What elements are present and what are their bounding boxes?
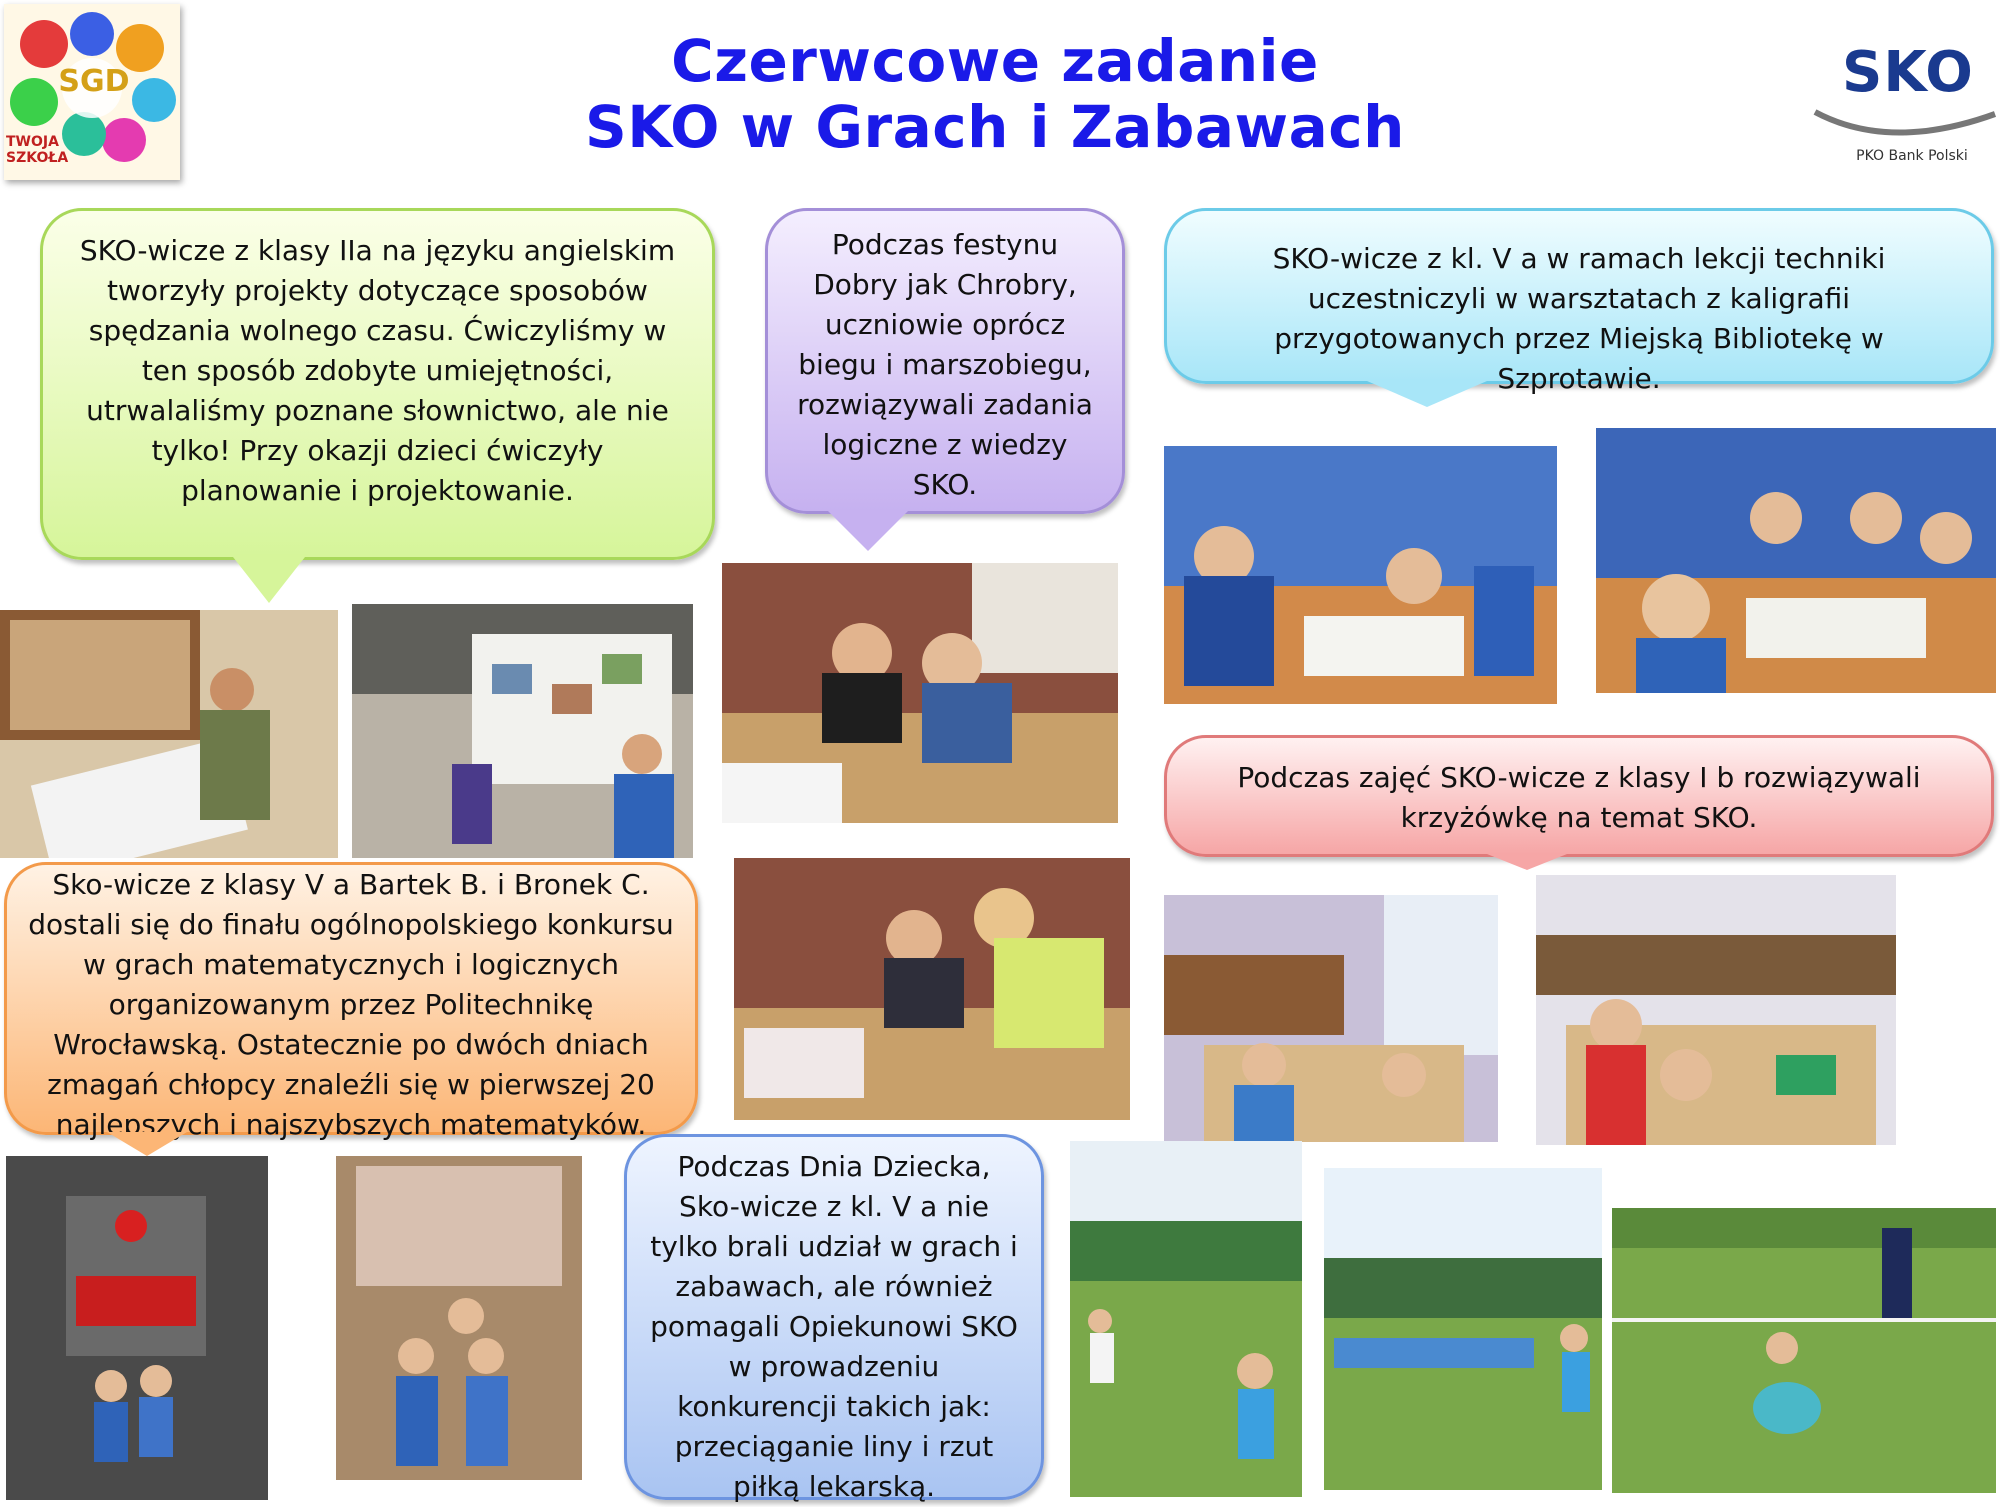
swoosh-icon [1810, 102, 2000, 142]
bubble-red-text: Podczas zajęć SKO-wicze z klasy I b rozwiązywali krzyżówkę na temat SKO. [1237, 761, 1921, 834]
logo-left-sub: TWOJA SZKOŁA [6, 134, 69, 166]
bubble-purple-text: Podczas festynu Dobry jak Chrobry, uczniowie oprócz biegu i marszobiegu, rozwiązywali zadania logiczne z wiedzy SKO. [797, 228, 1093, 501]
photo-image [6, 1156, 268, 1500]
bubble-crossword [1164, 735, 1994, 857]
photo-image [734, 858, 1130, 1120]
photo-crossword-1 [1164, 895, 1498, 1142]
photo-field-games-1 [1070, 1141, 1302, 1497]
photo-image [0, 610, 338, 858]
photo-image [336, 1156, 582, 1480]
photo-image [1596, 428, 1996, 693]
sgd-school-logo [4, 4, 180, 180]
photo-festival-teacher [734, 858, 1130, 1120]
photo-poster-board [352, 604, 693, 858]
photo-contest-hall [336, 1156, 582, 1480]
photo-calligraphy-1 [1164, 446, 1557, 704]
title-line-1: Czerwcowe zadanie [671, 27, 1319, 95]
bubble-calligraphy [1164, 208, 1994, 395]
photo-calligraphy-2 [1596, 428, 1996, 693]
photo-politechnika-entrance [6, 1156, 268, 1500]
photo-image [1324, 1168, 1602, 1490]
photo-festival-logic-tasks [722, 563, 1118, 823]
photo-image [1070, 1141, 1302, 1497]
bubble-math-contest [4, 862, 698, 1141]
photo-image [1536, 875, 1896, 1145]
sko-logo-sub: PKO Bank Polski [1856, 148, 1968, 164]
bubble-cyan-text: SKO-wicze z kl. V a w ramach lekcji techniki uczestniczyli w warsztatach z kaligrafii przygotowanych przez Miejską Bibliotekę w Szprotawie. [1272, 242, 1886, 395]
photo-crossword-2 [1536, 875, 1896, 1145]
photo-image [1612, 1208, 1996, 1493]
photo-field-games-2 [1324, 1168, 1602, 1490]
photo-field-games-3 [1612, 1208, 1996, 1493]
bubble-blue-text: Podczas Dnia Dziecka, Sko-wicze z kl. V a nie tylko brali udział w grach i zabawach, ale również pomagali Opiekunowi SKO w prowadzeniu konkurencji takich jak: przeciąganie liny i rzut piłką lekarską. [650, 1150, 1018, 1503]
photo-image [352, 604, 693, 858]
sko-logo [1800, 40, 2000, 180]
photo-classroom-posters [0, 610, 338, 858]
bubble-english-projects [40, 208, 715, 560]
bubble-tail [107, 1132, 187, 1156]
bubble-tail [233, 557, 305, 603]
bubble-festival [765, 208, 1125, 514]
sko-logo-text: SKO [1842, 40, 1974, 105]
photo-image [1164, 446, 1557, 704]
bubble-tail [828, 511, 908, 551]
bubble-childrens-day [624, 1134, 1044, 1503]
logo-left-text: SGD [58, 64, 130, 99]
photo-image [1164, 895, 1498, 1142]
bubble-green-text: SKO-wicze z klasy IIa na języku angielskim tworzyły projekty dotyczące sposobów spędzania wolnego czasu. Ćwiczyliśmy w ten sposób zdobyte umiejętności, utrwalaliśmy poznane słownictwo, ale nie tylko! Przy okazji dzieci ćwiczyły planowanie i projektowanie. [79, 234, 676, 507]
bubble-tail [1367, 381, 1487, 407]
photo-image [722, 563, 1118, 823]
bubble-tail [1487, 854, 1567, 870]
title-line-2: SKO w Grach i Zabawach [585, 93, 1405, 161]
bubble-orange-text: Sko-wicze z klasy V a Bartek B. i Bronek C. dostali się do finału ogólnopolskiego konkursu w grach matematycznych i logicznych organizowanym przez Politechnikę Wrocławską. Ostatecznie po dwóch dniach zmagań chłopcy znaleźli się w pierwszej 20 najlepszych i najszybszych matematyków. [28, 868, 674, 1141]
page-title [520, 28, 1470, 160]
